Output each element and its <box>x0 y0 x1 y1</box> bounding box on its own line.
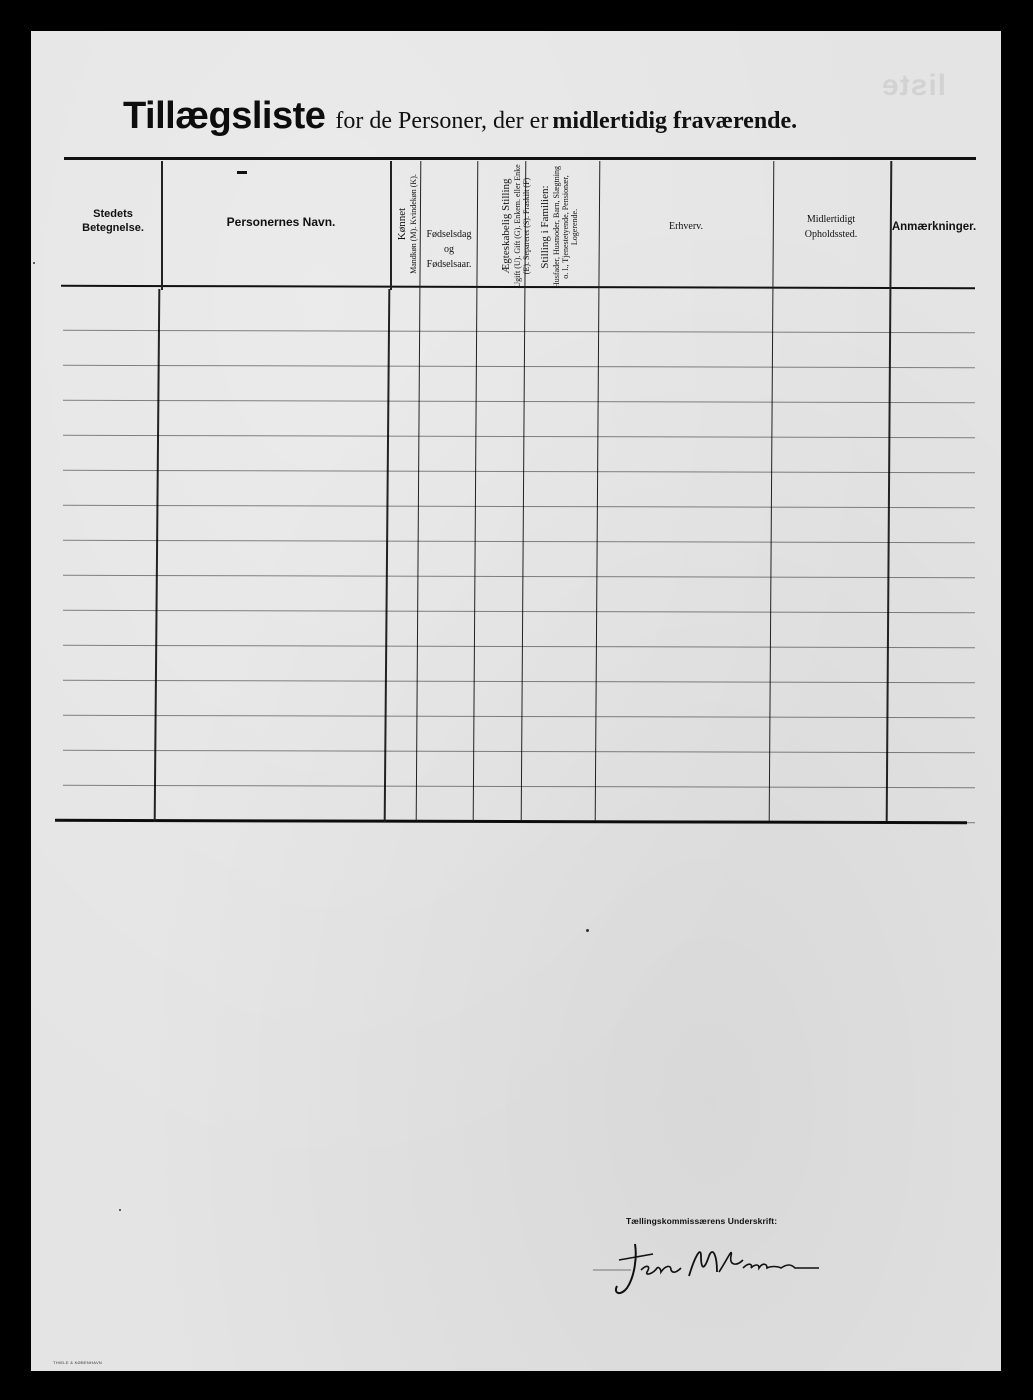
header-anm: Anmærkninger. <box>891 221 977 233</box>
col-divider-1 <box>161 161 163 290</box>
col-divider-2 <box>390 161 392 290</box>
header-stilling-sub: Husfader, Husmoder, Barn, Slægtning o. l., Tjenestetyende, Pensionær, Logerende. <box>552 166 579 289</box>
row-rule <box>63 400 975 403</box>
title-middle: for de Personer, der er <box>335 108 549 134</box>
col-divider-7 <box>769 161 775 821</box>
row-rule <box>63 505 975 508</box>
speck <box>33 262 35 264</box>
header-aegte <box>500 164 538 288</box>
title-main: Tillægsliste <box>123 95 326 137</box>
row-rule <box>63 365 975 368</box>
header-stilling <box>539 165 587 289</box>
row-rule <box>63 330 975 333</box>
row-rule <box>63 610 975 613</box>
header-kjonnet <box>396 169 422 279</box>
row-rule <box>63 540 975 543</box>
bleed-through-text: liste <box>881 69 947 102</box>
col-divider-1b <box>154 289 161 822</box>
row-rule <box>63 645 975 648</box>
header-kjonnet-sub: Mandkøn (M). Kvindekøn (K). <box>409 174 418 274</box>
header-kjonnet-title: Kønnet <box>396 207 408 241</box>
top-rule <box>64 157 976 160</box>
row-rule <box>63 715 975 718</box>
speck <box>119 1209 121 1211</box>
col-divider-6 <box>595 161 601 821</box>
col-divider-2b <box>384 289 391 822</box>
header-mark <box>237 171 247 174</box>
row-rule <box>63 750 975 753</box>
header-aegte-title: Ægteskabelig Stilling <box>500 178 512 274</box>
row-rule <box>63 435 975 438</box>
signature-label: Tællingskommissærens Underskrift: <box>626 1216 778 1226</box>
printer-imprint: THIELE & KØBENHAVN <box>53 1360 103 1365</box>
title-bold: midlertidig fraværende. <box>552 108 798 134</box>
census-form-sheet <box>31 31 1001 1371</box>
header-fodsel: Fødselsdag og Fødselsaar. <box>426 229 472 270</box>
handwritten-signature <box>591 1236 831 1306</box>
header-stedets: Stedets Betegnelse. <box>82 208 144 234</box>
row-rule <box>63 575 975 578</box>
header-stilling-title: Stilling i Familien: <box>539 185 551 269</box>
row-rule <box>63 785 975 788</box>
header-aegte-sub: Ugift (U). Gift (G). Enkem. eller Enke (E). Separeret (S). Fraskilt (F) <box>513 164 531 288</box>
speck <box>586 929 589 932</box>
header-navn: Personernes Navn. <box>226 215 336 229</box>
col-divider-8 <box>886 161 893 821</box>
header-erhverv: Erhverv. <box>668 221 704 232</box>
row-rule <box>63 470 975 473</box>
row-rule <box>63 680 975 683</box>
form-title <box>123 95 797 138</box>
header-midl: Midlertidigt Opholdssted. <box>804 214 858 240</box>
